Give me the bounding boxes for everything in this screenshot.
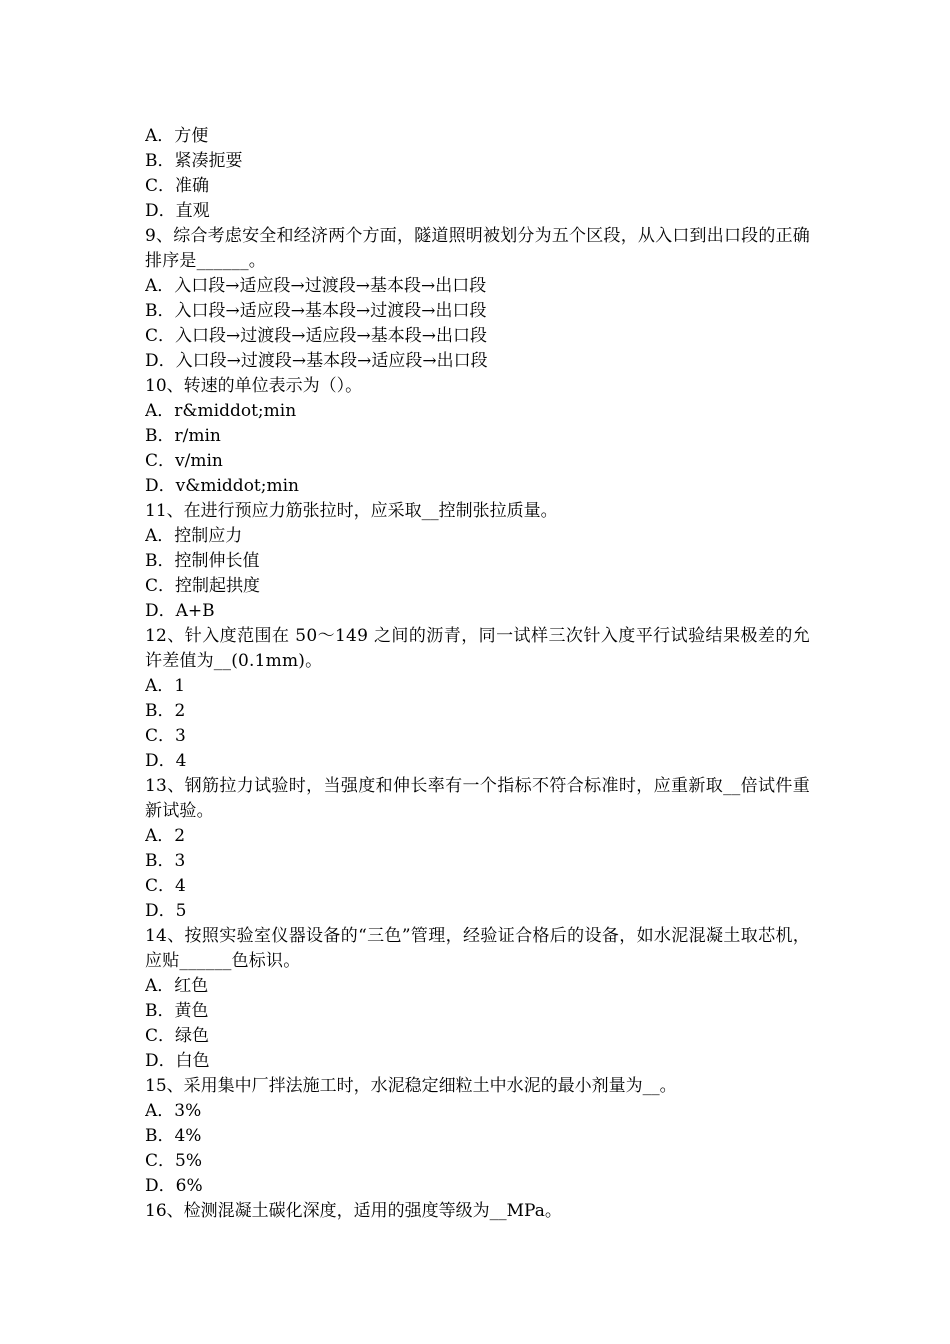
- q15-stem: 15、采用集中厂拌法施工时，水泥稳定细粒土中水泥的最小剂量为__。: [145, 1076, 677, 1096]
- q12-option-d: D．4: [145, 751, 187, 771]
- q15-option-d: D．6%: [145, 1176, 203, 1196]
- q12-option-b: B．2: [145, 701, 186, 721]
- q14-option-d: D．白色: [145, 1051, 210, 1071]
- q9-option-c: C．入口段→过渡段→适应段→基本段→出口段: [145, 326, 487, 346]
- q13-option-d: D．5: [145, 901, 187, 921]
- q11-option-c: C．控制起拱度: [145, 576, 261, 596]
- q14-stem: 14、按照实验室仪器设备的“三色”管理，经验证合格后的设备，如水泥混凝土取芯机，应贴______色标识。: [145, 926, 810, 971]
- q10-option-a: A．r&middot;min: [145, 401, 297, 421]
- q8-option-c: C．准确: [145, 176, 210, 196]
- q14-option-c: C．绿色: [145, 1026, 210, 1046]
- q9-option-a: A．入口段→适应段→过渡段→基本段→出口段: [145, 276, 487, 296]
- q15-option-c: C．5%: [145, 1151, 202, 1171]
- q16-stem: 16、检测混凝土碳化深度，适用的强度等级为__MPa。: [145, 1201, 562, 1221]
- q9-stem: 9、综合考虑安全和经济两个方面，隧道照明被划分为五个区段，从入口到出口段的正确排序是______。: [145, 226, 810, 271]
- q11-option-b: B．控制伸长值: [145, 551, 260, 571]
- q11-option-a: A．控制应力: [145, 526, 243, 546]
- q8-option-a: A．方便: [145, 126, 209, 146]
- q8-option-b: B．紧凑扼要: [145, 151, 243, 171]
- q12-option-a: A．1: [145, 676, 186, 696]
- q13-option-a: A．2: [145, 826, 186, 846]
- q14-option-b: B．黄色: [145, 1001, 209, 1021]
- q10-option-b: B．r/min: [145, 426, 221, 446]
- q12-stem: 12、针入度范围在 50～149 之间的沥青，同一试样三次针入度平行试验结果极差的允许差值为__(0.1mm)。: [145, 626, 810, 671]
- q13-stem: 13、钢筋拉力试验时，当强度和伸长率有一个指标不符合标准时，应重新取__倍试件重新试验。: [145, 776, 810, 821]
- q11-stem: 11、在进行预应力筋张拉时，应采取__控制张拉质量。: [145, 501, 558, 521]
- q13-option-b: B．3: [145, 851, 186, 871]
- q10-option-d: D．v&middot;min: [145, 476, 299, 496]
- q11-option-d: D．A+B: [145, 601, 215, 621]
- q10-stem: 10、转速的单位表示为（）。: [145, 376, 363, 396]
- q12-option-c: C．3: [145, 726, 186, 746]
- q14-option-a: A．红色: [145, 976, 209, 996]
- q9-option-d: D．入口段→过渡段→基本段→适应段→出口段: [145, 351, 488, 371]
- document-page: [145, 124, 810, 1224]
- q13-option-c: C．4: [145, 876, 186, 896]
- q9-option-b: B．入口段→适应段→基本段→过渡段→出口段: [145, 301, 487, 321]
- q15-option-b: B．4%: [145, 1126, 202, 1146]
- q8-option-d: D．直观: [145, 201, 210, 221]
- q10-option-c: C．v/min: [145, 451, 223, 471]
- q15-option-a: A．3%: [145, 1101, 202, 1121]
